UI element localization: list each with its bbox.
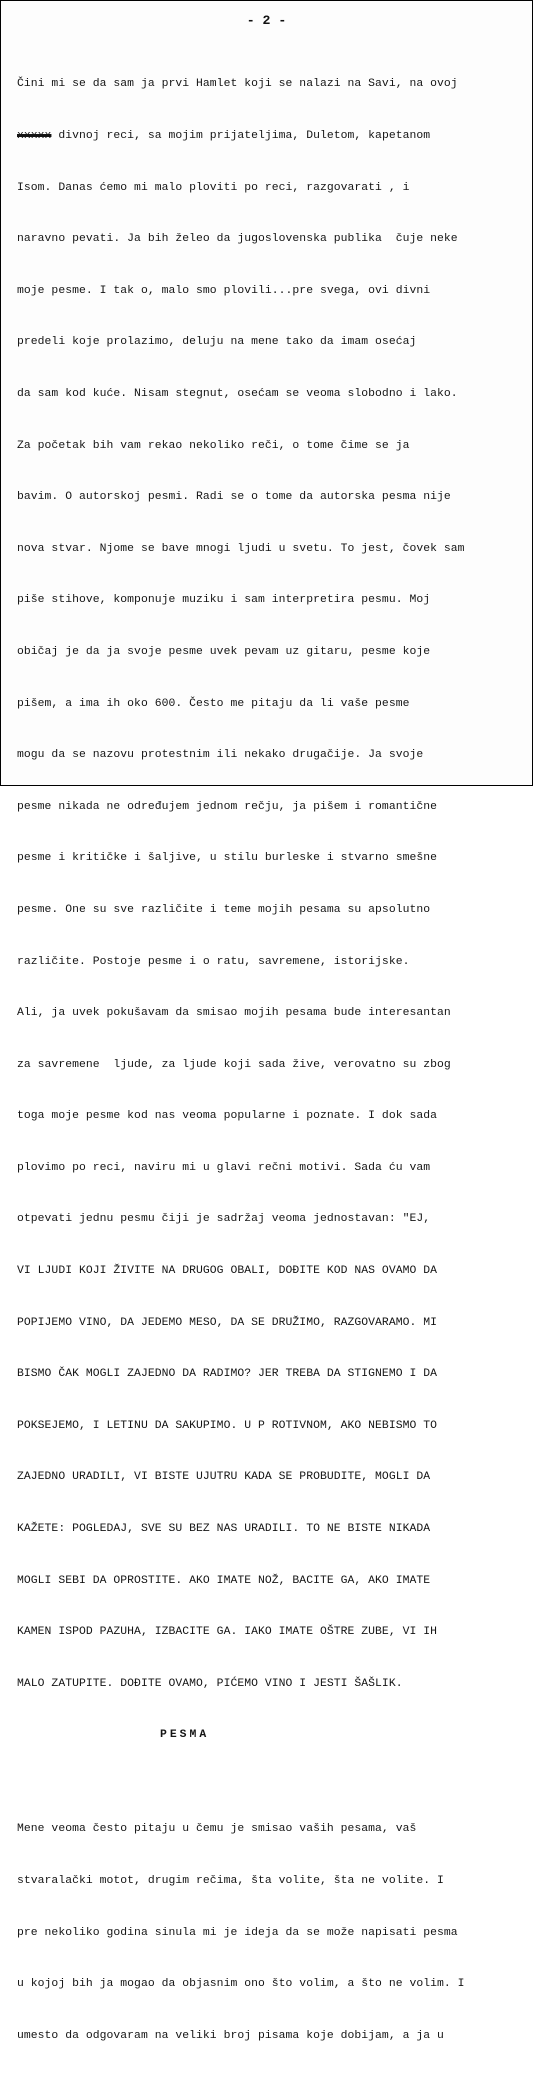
text-line: pišem, a ima ih oko 600. Često me pitaju da li vaše pesme <box>17 697 410 710</box>
text-line: Mene veoma često pitaju u čemu je smisao vaših pesama, vaš <box>17 1823 417 1836</box>
text-line: pesme i kritičke i šaljive, u stilu burleske i stvarno smešne <box>17 852 438 865</box>
text-line: Čini mi se da sam ja prvi Hamlet koji se nalazi na Savi, na ovoj <box>17 78 458 91</box>
text-line: pesme nikada ne određujem jednom rečju, ja pišem i romantične <box>17 800 438 813</box>
text-line: MOGLI SEBI DA OPROSTITE. AKO IMATE NOŽ, BACITE GA, AKO IMATE <box>17 1574 431 1587</box>
text-line-rest: divnoj reci, sa mojim prijateljima, Duletom, kapetanom <box>51 130 431 142</box>
text-line: umesto da odgovaram na veliki broj pisama koje dobijam, a ja u <box>17 2029 444 2042</box>
page-number: - 2 - <box>246 13 287 28</box>
text-line: MALO ZATUPITE. DOĐITE OVAMO, PIĆEMO VINO I JESTI ŠAŠLIK. <box>17 1677 403 1690</box>
text-line: POKSEJEMO, I LETINU DA SAKUPIMO. U P ROTIVNOM, AKO NEBISMO TO <box>17 1419 438 1432</box>
text-line: običaj je da ja svoje pesme uvek pevam uz gitaru, pesme koje <box>17 645 431 658</box>
text-line: nova stvar. Njome se bave mnogi ljudi u svetu. To jest, čovek sam <box>17 542 465 555</box>
text-line: pre nekoliko godina sinula mi je ideja da se može napisati pesma <box>17 1926 458 1939</box>
text-line: Isom. Danas ćemo mi malo ploviti po reci, razgovarati , i <box>17 181 410 194</box>
text-line <box>17 128 523 145</box>
text-line: ZAJEDNO URADILI, VI BISTE UJUTRU KADA SE PROBUDITE, MOGLI DA <box>17 1471 431 1484</box>
text-line: mogu da se nazovu protestnim ili nekako drugačije. Ja svoje <box>17 749 424 762</box>
text-line: bavim. O autorskoj pesmi. Radi se o tome da autorska pesma nije <box>17 491 451 504</box>
text-line: u kojoj bih ja mogao da objasnim ono što volim, a što ne volim. I <box>17 1978 465 1991</box>
text-line: predeli koje prolazimo, deluju na mene tako da imam osećaj <box>17 336 417 349</box>
text-line: da sam kod kuće. Nisam stegnut, osećam se veoma slobodno i lako. <box>17 387 458 400</box>
text-line: otpevati jednu pesmu čiji je sadržaj veoma jednostavan: "EJ, <box>17 1213 431 1226</box>
text-line: KAMEN ISPOD PAZUHA, IZBACITE GA. IAKO IMATE OŠTRE ZUBE, VI IH <box>17 1626 438 1639</box>
text-line: Ali, ja uvek pokušavam da smisao mojih pesama bude interesantan <box>17 1007 451 1020</box>
text-line: pesme. One su sve različite i teme mojih pesama su apsolutno <box>17 903 431 916</box>
text-line: stvaralački motot, drugim rečima, šta volite, šta ne volite. I <box>17 1875 444 1887</box>
text-line: plovimo po reci, naviru mi u glavi rečni motivi. Sada ću vam <box>17 1161 431 1174</box>
text-line: BISMO ČAK MOGLI ZAJEDNO DA RADIMO? JER TREBA DA STIGNEMO I DA <box>17 1368 438 1381</box>
text-line: Za početak bih vam rekao nekoliko reči, o tome čime se ja <box>17 439 410 452</box>
section-heading: PESMA <box>160 1729 210 1742</box>
document-body <box>17 42 523 2079</box>
text-line: POPIJEMO VINO, DA JEDEMO MESO, DA SE DRUŽIMO, RAZGOVARAMO. MI <box>17 1316 438 1329</box>
paragraph-gap <box>17 1779 523 1787</box>
text-line: različite. Postoje pesme i o ratu, savremene, istorijske. <box>17 955 410 968</box>
text-line: KAŽETE: POGLEDAJ, SVE SU BEZ NAS URADILI. TO NE BISTE NIKADA <box>17 1523 431 1536</box>
text-line: VI LJUDI KOJI ŽIVITE NA DRUGOG OBALI, DOĐITE KOD NAS OVAMO DA <box>17 1265 438 1278</box>
text-line: toga moje pesme kod nas veoma popularne i poznate. I dok sada <box>17 1110 438 1123</box>
text-line: naravno pevati. Ja bih želeo da jugoslovenska publika čuje neke <box>17 233 458 246</box>
text-line: moje pesme. I tak o, malo smo plovili...pre svega, ovi divni <box>17 284 431 297</box>
text-line: piše stihove, komponuje muziku i sam interpretira pesmu. Moj <box>17 594 431 607</box>
struck-word: xxxxx <box>17 130 52 142</box>
text-line: za savremene ljude, za ljude koji sada žive, verovatno su zbog <box>17 1058 451 1071</box>
